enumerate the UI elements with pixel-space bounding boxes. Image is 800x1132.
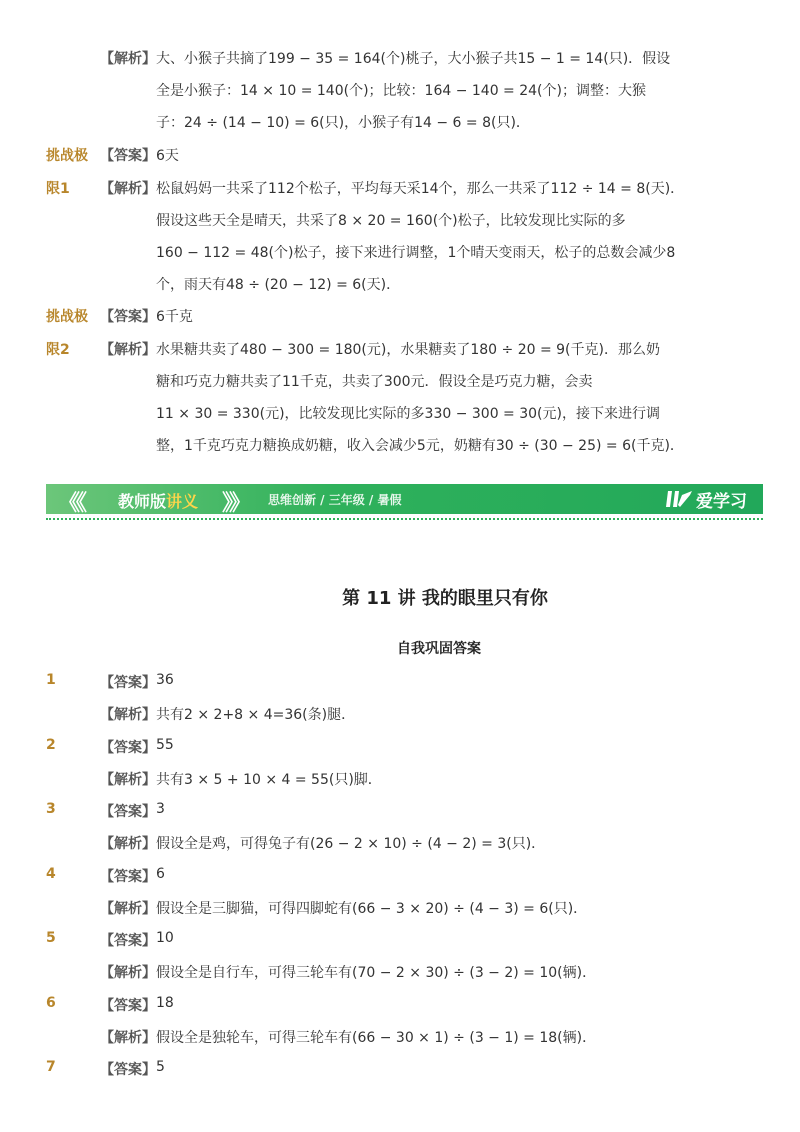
- banner-divider: [46, 518, 763, 520]
- analysis-line: 子：24 ÷ (14 − 10) = 6(只)，小猴子有14 − 6 = 8(只)．: [156, 115, 530, 131]
- analysis-line: 大、小猴子共摘了199 − 35 = 164(个)桃子，大小猴子共15 − 1 = 14(只)．假设: [156, 51, 671, 67]
- analysis-tag: 【解析】: [100, 836, 156, 852]
- logo-text: 爱学习: [696, 491, 747, 512]
- challenge-label: 挑战极: [46, 309, 88, 325]
- item-number: 1: [46, 672, 56, 688]
- analysis-line: 共有2 × 2+8 × 4=36(条)腿．: [156, 707, 356, 723]
- analysis-line: 整，1千克巧克力糖换成奶糖，收入会减少5元，奶糖有30 ÷ (30 − 25) = 6(千克)．: [156, 438, 684, 454]
- analysis-line: 糖和巧克力糖共卖了11千克，共卖了300元．假设全是巧克力糖，会卖: [156, 374, 593, 390]
- analysis-line: 水果糖共卖了480 − 300 = 180(元)，水果糖卖了180 ÷ 20 = 9(千克)．那么奶: [156, 342, 660, 358]
- banner-title: 教师版讲义: [118, 492, 199, 511]
- answer-tag: 【答案】: [100, 309, 156, 325]
- analysis-line: 160 − 112 = 48(个)松子，接下来进行调整，1个晴天变雨天，松子的总数会减少8: [156, 245, 676, 261]
- analysis-line: 假设全是自行车，可得三轮车有(70 − 2 × 30) ÷ (3 − 2) = 10(辆)．: [156, 965, 597, 981]
- brand-logo: [666, 488, 747, 510]
- analysis-tag: 【解析】: [100, 181, 156, 197]
- answer-value: 6千克: [156, 309, 193, 325]
- challenge-label: 限2: [46, 342, 70, 358]
- answer-value: 3: [156, 801, 165, 817]
- banner-subtitle: 思维创新 / 三年级 / 暑假: [268, 493, 402, 507]
- analysis-line: 11 × 30 = 330(元)，比较发现比实际的多330 − 300 = 30(元)，接下来进行调: [156, 406, 660, 422]
- analysis-tag: 【解析】: [100, 901, 156, 917]
- item-number: 3: [46, 801, 56, 817]
- analysis-line: 假设全是三脚猫，可得四脚蛇有(66 − 3 × 20) ÷ (4 − 3) = 6(只)．: [156, 901, 588, 917]
- answer-tag: 【答案】: [100, 998, 156, 1014]
- section-title: 自我巩固答案: [397, 641, 481, 657]
- analysis-line: 共有3 × 5 + 10 × 4 = 55(只)脚．: [156, 772, 382, 788]
- item-number: 6: [46, 995, 56, 1011]
- analysis-line: 个，雨天有48 ÷ (20 − 12) = 6(天)．: [156, 277, 401, 293]
- answer-tag: 【答案】: [100, 804, 156, 820]
- chevron-right-icon: 》》: [222, 491, 248, 516]
- item-number: 7: [46, 1059, 56, 1075]
- answer-value: 36: [156, 672, 174, 688]
- analysis-tag: 【解析】: [100, 772, 156, 788]
- answer-value: 6天: [156, 148, 179, 164]
- lecture-title: 第 11 讲 我的眼里只有你: [342, 588, 548, 609]
- analysis-tag: 【解析】: [100, 51, 156, 67]
- analysis-line: 假设全是独轮车，可得三轮车有(66 − 30 × 1) ÷ (3 − 1) = 18(辆)．: [156, 1030, 597, 1046]
- logo-stripes-icon: [666, 489, 692, 509]
- answer-tag: 【答案】: [100, 869, 156, 885]
- challenge-label: 挑战极: [46, 148, 88, 164]
- item-number: 5: [46, 930, 56, 946]
- answer-value: 5: [156, 1059, 165, 1075]
- answer-value: 10: [156, 930, 174, 946]
- analysis-tag: 【解析】: [100, 707, 156, 723]
- analysis-line: 松鼠妈妈一共采了112个松子，平均每天采14个，那么一共采了112 ÷ 14 = 8(天)．: [156, 181, 685, 197]
- chevron-left-icon: 《《: [58, 491, 84, 516]
- header-banner: [46, 484, 763, 514]
- answer-tag: 【答案】: [100, 933, 156, 949]
- analysis-tag: 【解析】: [100, 342, 156, 358]
- answer-tag: 【答案】: [100, 148, 156, 164]
- answer-value: 18: [156, 995, 174, 1011]
- answer-tag: 【答案】: [100, 675, 156, 691]
- challenge-label: 限1: [46, 181, 70, 197]
- item-number: 4: [46, 866, 56, 882]
- analysis-line: 全是小猴子：14 × 10 = 140(个)；比较：164 − 140 = 24(个)；调整：大猴: [156, 83, 646, 99]
- answer-value: 55: [156, 737, 174, 753]
- analysis-tag: 【解析】: [100, 1030, 156, 1046]
- analysis-line: 假设全是鸡，可得兔子有(26 − 2 × 10) ÷ (4 − 2) = 3(只)．: [156, 836, 546, 852]
- item-number: 2: [46, 737, 56, 753]
- answer-tag: 【答案】: [100, 740, 156, 756]
- analysis-tag: 【解析】: [100, 965, 156, 981]
- answer-tag: 【答案】: [100, 1062, 156, 1078]
- answer-value: 6: [156, 866, 165, 882]
- analysis-line: 假设这些天全是晴天，共采了8 × 20 = 160(个)松子，比较发现比实际的多: [156, 213, 626, 229]
